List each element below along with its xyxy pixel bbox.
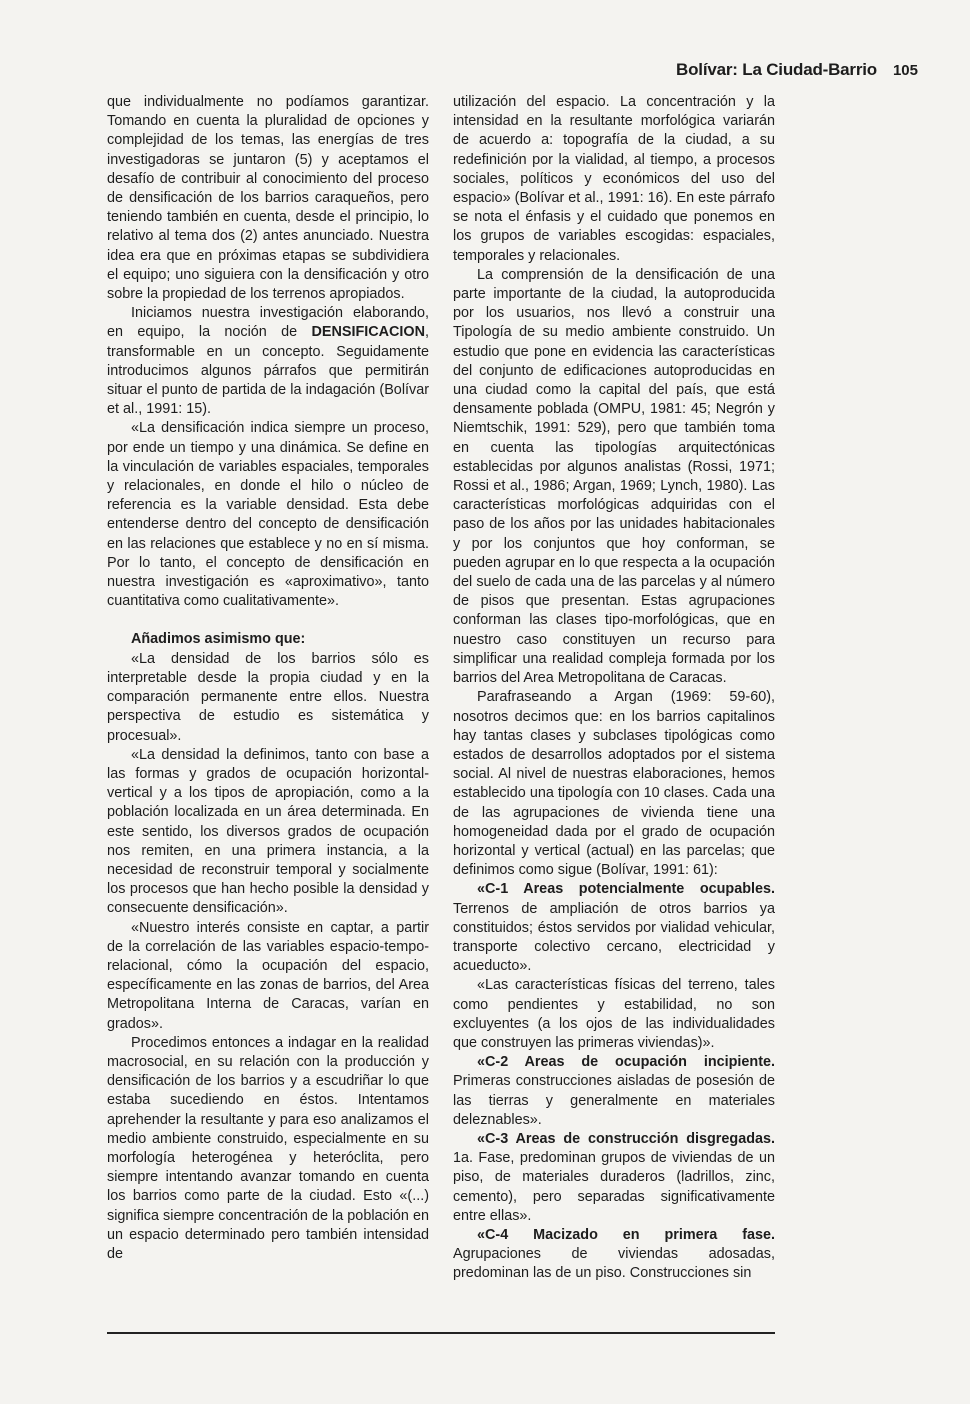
quote-paragraph: «Nuestro interés consiste en captar, a partir de la correlación de las variables espacio-tempo-relacional, cómo la ocupación del espacio, específicamente en las zonas de barrios, del Area Metropolitana Interna de Caracas, varían en grados». [107,919,429,1032]
page-number: 105 [892,62,918,79]
paragraph: Parafraseando a Argan (1969: 59-60), nosotros decimos que: en los barrios capitalinos hay tantas clases y subclases tipológicas como estados de desarrollos adoptados por el sistema social. Al nivel de nuestras elaboraciones, hemos establecido una tipología con 10 clases. Cada una de las agrupaciones de vivienda tiene una homogeneidad dada por el grado de ocupación horizontal y vertical (actual) en las parcelas; que definimos como sigue (Bolívar, 1991: 61): [453,689,775,879]
class-text: Agrupaciones de viviendas adosadas, predominan las de un piso. Construcciones sin [453,1246,775,1282]
class-title: «C-4 Macizado en primera fase. [477,1226,775,1243]
paragraph: utilización del espacio. La concentración y la intensidad en la resultante morfológica variarán de acuerdo a: topografía de la ciudad, a su redefinición por la vialidad, al tiempo, a procesos sociales, políticos y económicos del uso del espacio» (Bolívar et al., 1991: 16). En este párrafo se nota el énfasis y el cuidado que ponemos en los grupos de variables escogidas: espaciales, temporales y relacionales. [453,94,775,264]
footer-rule [107,1332,775,1334]
quote-paragraph: «La densidad de los barrios sólo es interpretable desde la propia ciudad y en la comparación permanente entre ellos. Nuestra perspectiva de estudio es sistemática y procesual». [107,650,429,744]
text-run: Iniciamos nuestra investigación elaborando, en equipo, la noción de [107,305,429,341]
class-title: «C-2 Areas de ocupación incipiente. [477,1054,775,1071]
class-definition-c4 [453,1226,775,1284]
class-definition-c3 [453,1130,775,1226]
left-column [107,93,429,1333]
paragraph [107,304,429,419]
class-title: «C-3 Areas de construcción disgregadas. [477,1130,775,1147]
class-text: 1a. Fase, predominan grupos de viviendas de un piso, de materiales duraderos (ladrillos, zinc, cemento), pero separadas significativamente entre ellas». [453,1150,775,1224]
class-text: Primeras construcciones aisladas de posesión de las tierras y generalmente en materiales deleznables». [453,1073,775,1128]
paragraph: que individualmente no podíamos garantizar. Tomando en cuenta la pluralidad de opciones y complejidad de los temas, las energías de tres investigadoras se juntaron (5) y aceptamos el desafío de contribuir al conocimiento del proceso de densificación de los barrios caraqueños, pero teniendo también en cuenta, desde el principio, lo relativo al tema dos (2) antes anunciado. Nuestra idea era que en próximas etapas se subdividiera el equipo; uno siguiera con la densificación y otro sobre la propiedad de los terrenos apropiados. [107,94,429,303]
text-run: , transformable en un concepto. Seguidamente introducimos algunos párrafos que permitirán situar el punto de partida de la indagación (Bolívar et al., 1991: 15). [107,324,429,418]
keyword-densificacion: DENSIFICACION [311,324,425,341]
running-title: Bolívar: La Ciudad-Barrio [676,60,877,79]
class-title: «C-1 Areas potencialmente ocupables. [477,881,775,898]
subheading: Añadimos asimismo que: [131,631,306,648]
right-column [453,93,775,1333]
class-definition-c2 [453,1053,775,1130]
quote-paragraph: «Las características físicas del terreno, tales como pendientes y estabilidad, no son excluyentes (a los ojos de las individualidades que construyen las primeras viviendas)». [453,977,775,1051]
class-text: Terrenos de ampliación de otros barrios ya constituidos; éstos servidos por vialidad vehicular, transporte colectivo cercano, electricidad y acueducto». [453,900,775,975]
class-definition-c1 [453,880,775,976]
paragraph: La comprensión de la densificación de una parte importante de la ciudad, la autoproducida por los usuarios, nos llevó a construir una Tipología de su medio ambiente construido. Un estudio que pone en evidencia las características del conjunto de edificaciones autoproducidas en una ciudad como la capital del país, que está densamente poblada (OMPU, 1981: 45; Negrón y Niemtschik, 1991: 529), pero que también toma en cuenta las tipologías arquitectónicas establecidas por algunos analistas (Rossi, 1971; Rossi et al., 1986; Argan, 1969; Lynch, 1980). Las características morfológicas adquiridas con el paso de los años por las unidades habitacionales y por los conjuntos que hoy conforman, se pueden agrupar en lo que respecta a la ocupación del suelo de cada una de las parcelas y al número de pisos que presentan. Estas agrupaciones conforman las clases tipo-morfológicas, que en nuestro caso constituyen un recurso para simplificar una realidad compleja formada por los barrios del Area Metropolitana de Caracas. [453,266,775,687]
quote-paragraph: «La densificación indica siempre un proceso, por ende un tiempo y una dinámica. Se define en la vinculación de variables espaciales, temporales y relacionales, en donde el hilo o núcleo de referencia es la variable densidad. Esta debe entenderse dentro del concepto de densificación en las relaciones que establece y no en sí misma. Por lo tanto, el concepto de densificación en nuestra investigación es «aproximativo», tanto cuantitativa como cualitativamente». [107,420,429,610]
quote-paragraph: «La densidad la definimos, tanto con base a las formas y grados de ocupación horizontal-vertical y a los tipos de apropiación, como a la población localizada en un área determinada. En este sentido, los diversos grados de ocupación nos remiten, en una primera instancia, a la necesidad de reconstruir temporal y socialmente los procesos que han hecho posible la densidad y consecuente densificación». [107,746,429,917]
running-header [676,60,918,80]
paragraph: Procedimos entonces a indagar en la realidad macrosocial, en su relación con la producción y densificación de los barrios y a escudriñar lo que estaba sucediendo en éstos. Intentamos aprehender la resultante y para eso analizamos el medio ambiente construido, especialmente en su morfología heterogénea y heteróclita, pero siempre intentando avanzar tomando en cuenta los barrios como parte de la ciudad. Esto «(...) significa siempre concentración de la población en un espacio determinado pero también intensidad de [107,1034,429,1262]
